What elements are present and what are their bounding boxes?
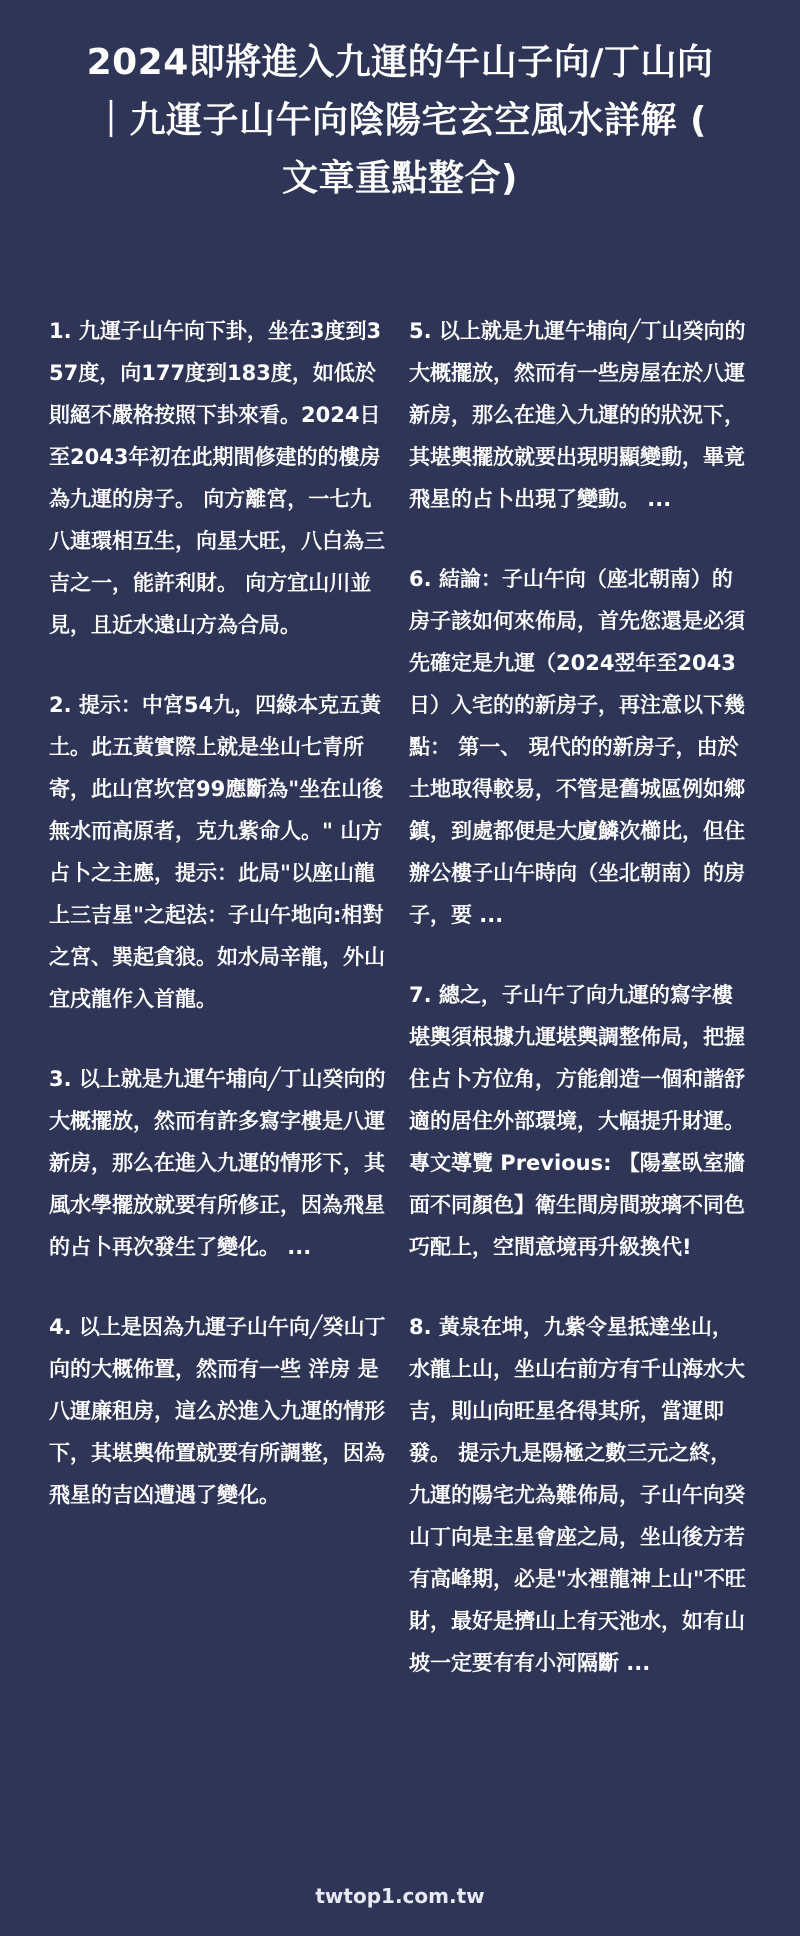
paragraph-7: 7. 總之，子山午了向九運的寫字樓堪輿須根據九運堪輿調整佈局，把握住占卜方位角，方能創造一個和諧舒適的居住外部環境，大幅提升財運。 專文導覽 Previous: 【陽臺臥室牆面不同顏色】衛生間房間玻璃不同色巧配上，空間意境再升級換代! (409, 983, 745, 1259)
left-column (49, 310, 389, 1554)
title-line-3: 文章重點整合) (282, 158, 518, 199)
paragraph-6: 6. 結論：子山午向（座北朝南）的房子該如何來佈局，首先您還是必須先確定是九運（2024翌年至2043日）入宅的的新房子，再注意以下幾點： 第一、 現代的的新房子，由於土地取得較易，不管是舊城區例如鄉鎮，到處都便是大廈鱗次櫛比，但住辦公樓子山午時向（坐北朝南）的房子，要 ... (409, 567, 745, 927)
right-column (409, 310, 749, 1722)
paragraph-4: 4. 以上是因為九運子山午向╱癸山丁向的大概佈置，然而有一些 洋房 是八運廉租房，這么於進入九運的情形下，其堪輿佈置就要有所調整，因為飛星的吉凶遭遇了變化。 (49, 1315, 386, 1507)
paragraph-5: 5. 以上就是九運午埔向╱丁山癸向的大概擺放，然而有一些房屋在於八運新房，那么在進入九運的的狀況下，其堪輿擺放就要出現明顯變動，畢竟飛星的占卜出現了變動。 ... (409, 319, 746, 511)
paragraph-3: 3. 以上就是九運午埔向╱丁山癸向的大概擺放，然而有許多寫字樓是八運新房，那么在進入九運的情形下，其風水學擺放就要有所修正，因為飛星的占卜再次發生了變化。 ... (49, 1067, 386, 1259)
title-line-1: 2024即將進入九運的午山子向/丁山向 (86, 42, 714, 83)
paragraph-2: 2. 提示：中宮54九，四綠本克五黃土。此五黃實際上就是坐山七青所寄，此山宮坎宮99應斷為"坐在山後無水而高原者，克九紫命人。" 山方占卜之主應，提示：此局"以座山龍上三吉星"之起法：子山午地向:相對之宮、巽起貪狼。如水局辛龍，外山宜戌龍作入首龍。 (49, 693, 385, 1011)
page-title (40, 34, 760, 208)
title-line-2: ｜九運子山午向陰陽宅玄空風水詳解 ( (93, 100, 707, 141)
paragraph-8: 8. 黃泉在坤，九紫令星抵達坐山，水龍上山，坐山右前方有千山海水大吉，則山向旺星各得其所，當運即發。 提示九是陽極之數三元之終，九運的陽宅尤為難佈局，子山午向癸山丁向是主星會座之局，坐山後方若有高峰期，必是"水裡龍神上山"不旺財，最好是擠山上有天池水，如有山坡一定要有有小河隔斷 ... (409, 1315, 746, 1675)
site-footer: twtop1.com.tw (315, 1884, 485, 1908)
paragraph-1: 1. 九運子山午向下卦，坐在3度到357度，向177度到183度，如低於則絕不嚴格按照下卦來看。2024日至2043年初在此期間修建的的樓房為九運的房子。 向方離宮，一七九八連環相互生，向星大旺，八白為三吉之一，能許利財。 向方宜山川並見，且近水遠山方為合局。 (49, 319, 385, 637)
